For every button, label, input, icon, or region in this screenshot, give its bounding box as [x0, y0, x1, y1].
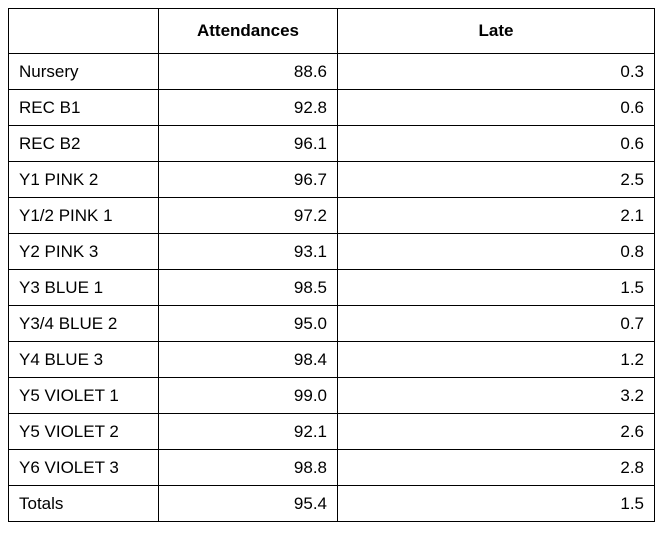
late-cell: 0.3 — [338, 54, 655, 90]
table-row — [9, 378, 655, 414]
attendances-cell: 98.4 — [159, 342, 338, 378]
late-cell: 0.7 — [338, 306, 655, 342]
table-row — [9, 450, 655, 486]
table-row — [9, 342, 655, 378]
table-row — [9, 306, 655, 342]
class-name-cell: Nursery — [9, 54, 159, 90]
attendances-cell: 96.1 — [159, 126, 338, 162]
class-name-cell: Y5 VIOLET 1 — [9, 378, 159, 414]
table-row — [9, 270, 655, 306]
table-body — [9, 54, 655, 522]
class-name-cell: Y6 VIOLET 3 — [9, 450, 159, 486]
table-row — [9, 198, 655, 234]
late-cell: 2.1 — [338, 198, 655, 234]
late-cell: 1.5 — [338, 486, 655, 522]
attendances-cell: 88.6 — [159, 54, 338, 90]
attendance-table-container — [8, 8, 655, 522]
table-row — [9, 54, 655, 90]
class-name-cell: Y4 BLUE 3 — [9, 342, 159, 378]
late-cell: 0.6 — [338, 126, 655, 162]
header-class — [9, 9, 159, 54]
attendances-cell: 92.8 — [159, 90, 338, 126]
late-cell: 0.8 — [338, 234, 655, 270]
header-late: Late — [338, 9, 655, 54]
attendances-cell: 93.1 — [159, 234, 338, 270]
attendances-cell: 99.0 — [159, 378, 338, 414]
attendances-cell: 96.7 — [159, 162, 338, 198]
attendance-table — [8, 8, 655, 522]
table-row — [9, 414, 655, 450]
table-row — [9, 126, 655, 162]
late-cell: 2.8 — [338, 450, 655, 486]
class-name-cell: Totals — [9, 486, 159, 522]
header-attendances: Attendances — [159, 9, 338, 54]
class-name-cell: Y1/2 PINK 1 — [9, 198, 159, 234]
table-row — [9, 90, 655, 126]
class-name-cell: REC B2 — [9, 126, 159, 162]
attendances-cell: 95.4 — [159, 486, 338, 522]
table-header-row — [9, 9, 655, 54]
class-name-cell: Y1 PINK 2 — [9, 162, 159, 198]
totals-row — [9, 486, 655, 522]
late-cell: 3.2 — [338, 378, 655, 414]
table-row — [9, 234, 655, 270]
attendances-cell: 92.1 — [159, 414, 338, 450]
late-cell: 0.6 — [338, 90, 655, 126]
late-cell: 1.2 — [338, 342, 655, 378]
late-cell: 1.5 — [338, 270, 655, 306]
class-name-cell: Y3 BLUE 1 — [9, 270, 159, 306]
attendances-cell: 98.8 — [159, 450, 338, 486]
attendances-cell: 97.2 — [159, 198, 338, 234]
class-name-cell: REC B1 — [9, 90, 159, 126]
late-cell: 2.6 — [338, 414, 655, 450]
table-row — [9, 162, 655, 198]
attendances-cell: 98.5 — [159, 270, 338, 306]
class-name-cell: Y3/4 BLUE 2 — [9, 306, 159, 342]
late-cell: 2.5 — [338, 162, 655, 198]
class-name-cell: Y2 PINK 3 — [9, 234, 159, 270]
attendances-cell: 95.0 — [159, 306, 338, 342]
class-name-cell: Y5 VIOLET 2 — [9, 414, 159, 450]
